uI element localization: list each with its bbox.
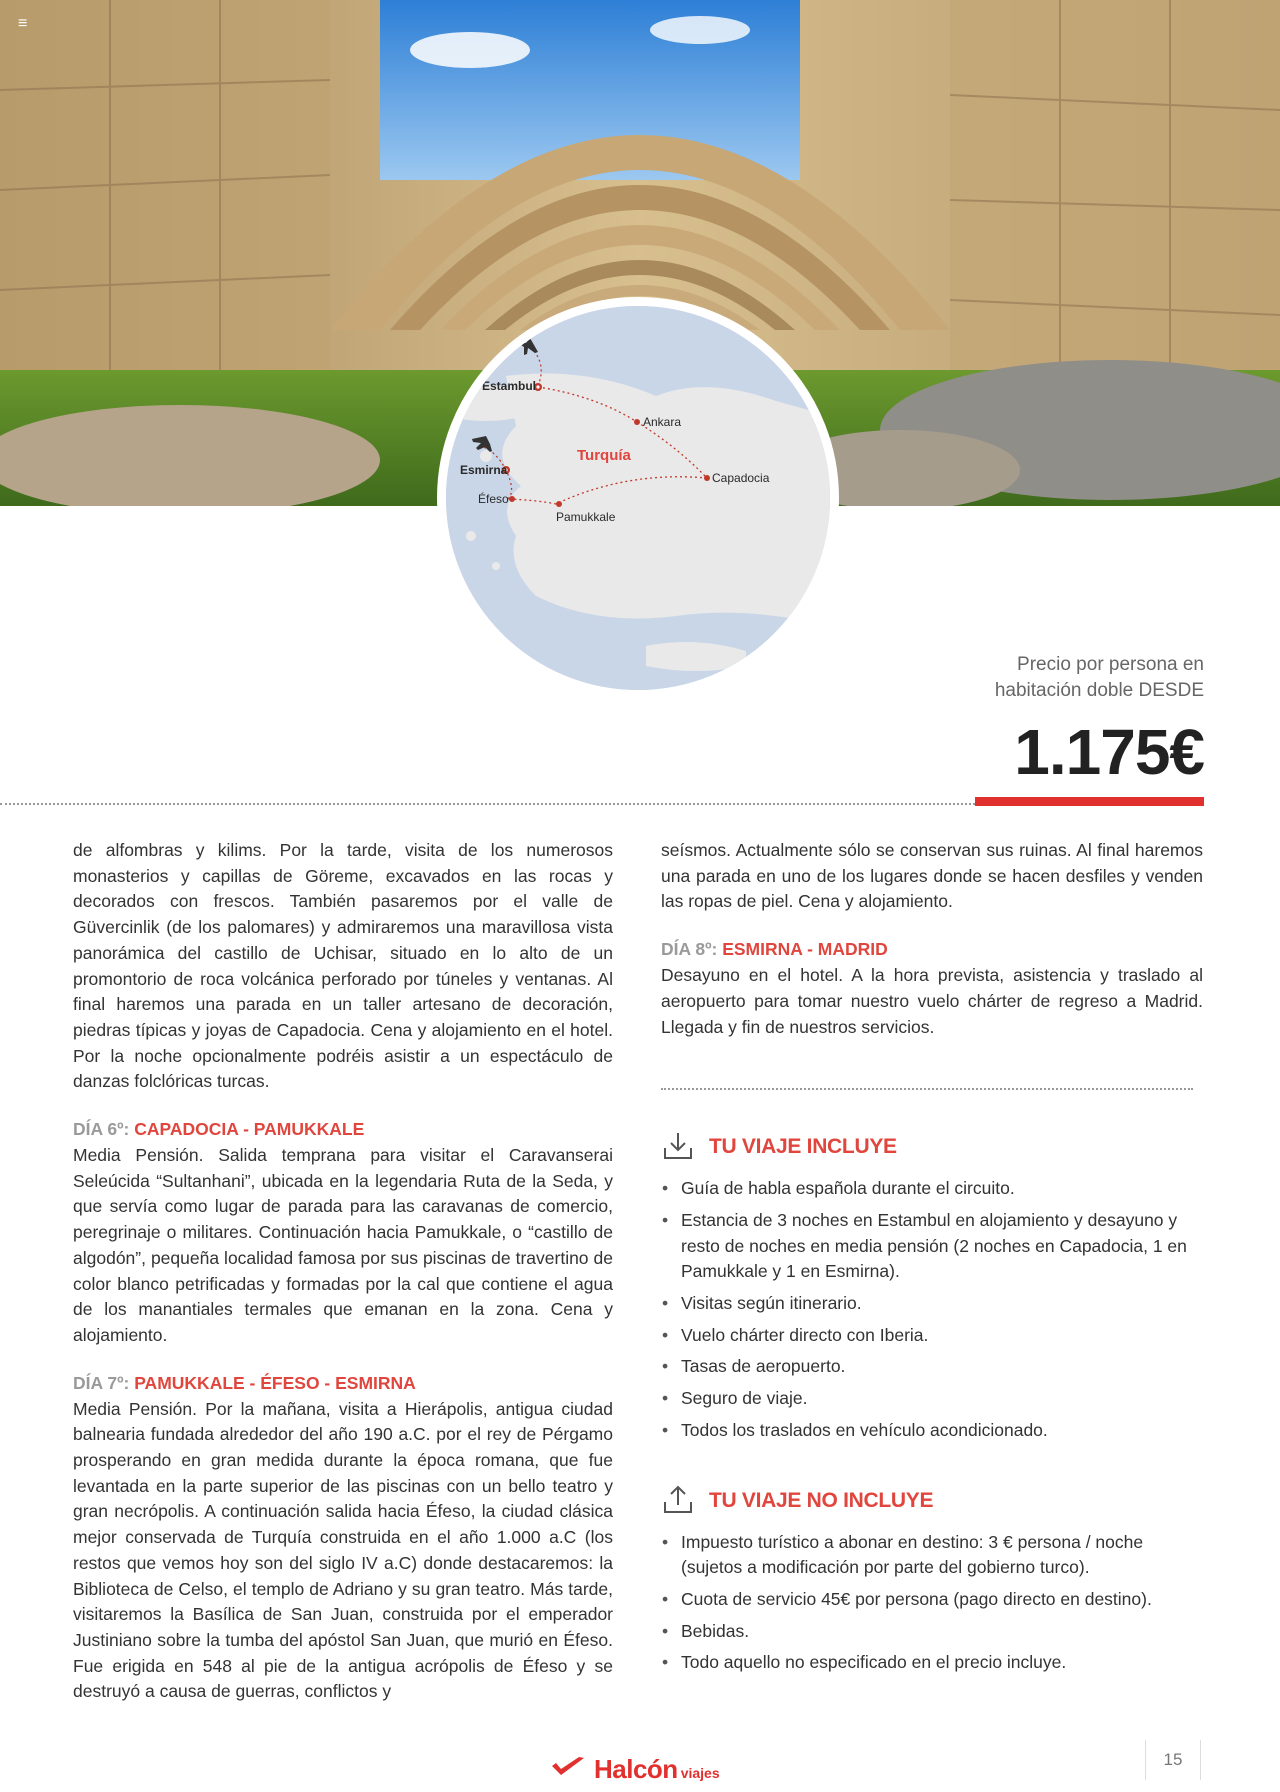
price-label	[884, 652, 1204, 704]
route-map	[437, 297, 839, 699]
checkmark-logo-icon	[550, 1756, 586, 1778]
map-label-ankara: Ankara	[643, 415, 682, 429]
list-item: • Todo aquello no especificado en el precio incluye.	[661, 1650, 1203, 1676]
day8-text: Desayuno en el hotel. A la hora prevista, asistencia y traslado al aeropuerto para tomar nuestro vuelo chárter de regreso a Madrid. Llegada y fin de nuestros servicios.	[661, 965, 1203, 1037]
price-label-line1: Precio por persona en	[1017, 654, 1204, 675]
brand-logo[interactable]	[550, 1754, 720, 1785]
day7-text: Media Pensión. Por la mañana, visita a Hierápolis, antigua ciudad balnearia fundada alrededor del año 190 a.C. por el rey de Pérgamo prosperando en gran medida durante la época romana, que fue levantada en la parte superior de las piscinas con un bello teatro y gran necrópolis. A continuación salida hacia Éfeso, la ciudad clásica mejor conservada de Turquía construida en el año 1.000 a.C (los restos que vemos hoy son del siglo IV a.C) donde destacaremos: la Biblioteca de Celso, el templo de Adriano y su gran teatro. Más tarde, visitaremos la Basílica de San Juan, construida por el emperador Justiniano sobre la tumba del apóstol San Juan, que murió en Éfeso. Fue erigida en 548 al pie de la antigua acrópolis de Éfeso y se destruyó a causa de guerras, conflictos y	[73, 1398, 613, 1702]
list-item: • Todos los traslados en vehículo acondicionado.	[661, 1418, 1203, 1444]
day6-number: DÍA 6º:	[73, 1119, 130, 1140]
page-number: 15	[1145, 1740, 1201, 1780]
list-item: • Tasas de aeropuerto.	[661, 1354, 1203, 1380]
list-item: • Estancia de 3 noches en Estambul en alojamiento y desayuno y resto de noches en media pensión (2 noches en Capadocia, 1 en Pamukkale y 1 en Esmirna).	[661, 1208, 1203, 1285]
brand-sub: viajes	[680, 1765, 720, 1781]
includes-title: TU VIAJE INCLUYE	[709, 1135, 897, 1159]
brand-name: Halcón	[594, 1754, 678, 1784]
day8-route: ESMIRNA - MADRID	[722, 939, 888, 960]
map-label-capadocia: Capadocia	[712, 471, 770, 485]
list-item: • Seguro de viaje.	[661, 1386, 1203, 1412]
day6-text: Media Pensión. Salida temprana para visitar el Caravanserai Seleúcida “Sultanhani”, ubicada en la legendaria Ruta de la Seda, y que servía como lugar de parada para las caravanas de comercio, peregrinaje o militares. Continuación hacia Pamukkale, o “castillo de algodón”, pequeña localidad famosa por sus piscinas de travertino de color blanco petrificadas y formadas por la cal que contiene el agua de los manantiales termales que emanan en la zona. Cena y alojamiento.	[73, 1145, 613, 1345]
day8-number: DÍA 8º:	[661, 939, 718, 960]
day7-number: DÍA 7º:	[73, 1372, 130, 1393]
map-label-esmirna: Esmirna	[460, 463, 508, 477]
download-tray-icon	[661, 1130, 695, 1164]
day8-heading	[661, 937, 1203, 961]
includes-heading	[661, 1130, 1203, 1164]
list-item: • Guía de habla española durante el circuito.	[661, 1176, 1203, 1202]
list-item: • Visitas según itinerario.	[661, 1291, 1203, 1317]
day7-continuation: seísmos. Actualmente sólo se conservan sus ruinas. Al final haremos una parada en uno de los lugares donde se hacen desfiles y venden las ropas de piel. Cena y alojamiento.	[661, 840, 1203, 912]
map-label-estambul: Estambul	[482, 379, 537, 393]
day6-route: CAPADOCIA - PAMUKKALE	[134, 1119, 365, 1140]
includes-list	[661, 1176, 1203, 1443]
excludes-list	[661, 1530, 1203, 1677]
map-label-pamukkale: Pamukkale	[556, 510, 616, 524]
right-column	[661, 838, 1203, 1682]
list-item: • Cuota de servicio 45€ por persona (pago directo en destino).	[661, 1587, 1203, 1613]
excludes-title: TU VIAJE NO INCLUYE	[709, 1488, 934, 1512]
price-value: 1.175€	[1014, 716, 1204, 788]
excludes-heading	[661, 1484, 1203, 1518]
left-column	[73, 838, 613, 1705]
list-item: • Vuelo chárter directo con Iberia.	[661, 1323, 1203, 1349]
day5-continuation: de alfombras y kilims. Por la tarde, visita de los numerosos monasterios y capillas de Göreme, excavados en las rocas y decorados con frescos. También pasaremos por el valle de Güvercinlik (de los palomares) y admiraremos una maravillosa vista panorámica del castillo de Uchisar, situado en lo alto de un promontorio de roca volcánica perforado por túneles y ventanas. Al final haremos una parada en un taller artesano de decoración, piedras típicas y joyas de Capadocia. Cena y alojamiento en el hotel. Por la noche opcionalmente podréis asistir a un espectáculo de danzas folclóricas turcas.	[73, 840, 613, 1092]
map-label-efeso: Éfeso	[478, 492, 509, 506]
divider	[0, 803, 975, 805]
map-label-country: Turquía	[577, 447, 631, 464]
day7-heading	[73, 1371, 613, 1395]
menu-icon[interactable]: ≡	[18, 15, 28, 32]
section-divider	[661, 1088, 1193, 1090]
list-item: • Impuesto turístico a abonar en destino: 3 € persona / noche (sujetos a modificación por parte del gobierno turco).	[661, 1530, 1203, 1581]
day6-heading	[73, 1117, 613, 1141]
price-label-line2: habitación doble DESDE	[994, 680, 1204, 701]
upload-tray-icon	[661, 1484, 695, 1518]
price-accent-bar	[975, 797, 1204, 806]
day7-route: PAMUKKALE - ÉFESO - ESMIRNA	[134, 1372, 416, 1393]
list-item: • Bebidas.	[661, 1619, 1203, 1645]
